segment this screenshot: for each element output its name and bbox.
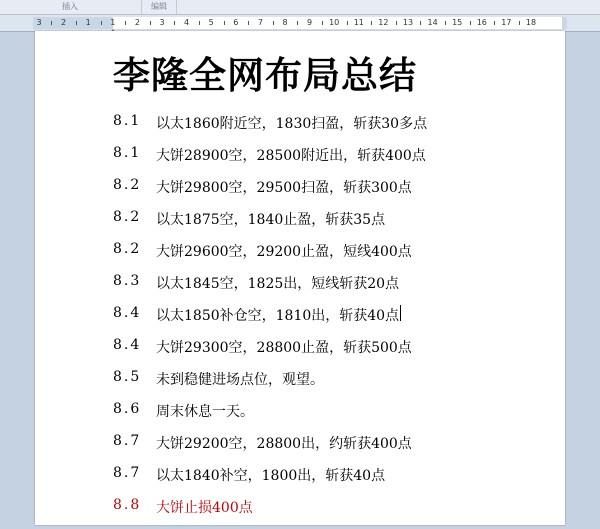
- entry-date: 8.4: [113, 305, 142, 321]
- document-page[interactable]: [35, 31, 565, 525]
- ruler-tick: [174, 21, 175, 25]
- entry-date: 8.2: [113, 241, 142, 257]
- ruler-tick: [125, 21, 126, 25]
- ruler-tick: [76, 21, 77, 25]
- entry-text: 周末休息一天。: [156, 404, 254, 420]
- ruler-number: 4: [184, 18, 190, 27]
- list-item: [113, 401, 427, 433]
- entry-date: 8.1: [113, 145, 142, 161]
- list-item: [113, 209, 427, 241]
- ruler-number: 2: [61, 18, 67, 27]
- ruler-number: 3: [36, 18, 42, 27]
- ruler-tick: [322, 21, 323, 25]
- document-title: 李隆全网布局总结: [113, 53, 417, 97]
- ruler-tick: [371, 21, 372, 25]
- entry-date: 8.7: [113, 465, 142, 481]
- ruler-number: 5: [208, 18, 214, 27]
- ruler-number: 1: [110, 18, 116, 27]
- ruler-number: 2: [134, 18, 140, 27]
- ribbon-group-labels: [0, 0, 600, 15]
- entry-date: 8.2: [113, 209, 142, 225]
- ruler-number: 9: [307, 18, 313, 27]
- list-item: [113, 113, 427, 145]
- entry-text: 大饼29300空，28800止盈，斩获500点: [156, 340, 412, 356]
- ruler-tick: [494, 21, 495, 25]
- ruler-number: 13: [402, 18, 414, 27]
- ribbon-group-edit[interactable]: 编辑: [141, 0, 177, 14]
- entry-date: 8.5: [113, 369, 142, 385]
- ruler-number: 17: [501, 18, 512, 27]
- entry-date: 8.6: [113, 401, 142, 417]
- ruler-right-margin[interactable]: [562, 17, 567, 29]
- ruler-number: 8: [282, 18, 288, 27]
- entry-text: 大饼28900空，28500附近出，斩获400点: [156, 148, 426, 164]
- horizontal-ruler[interactable]: [0, 15, 600, 32]
- ruler-tick: [420, 21, 421, 25]
- ruler-tick: [51, 21, 52, 25]
- ruler-tick: [347, 21, 348, 25]
- ruler-tick: [519, 21, 520, 25]
- entry-date: 8.3: [113, 273, 142, 289]
- list-item: [113, 465, 427, 497]
- entry-date: 8.7: [113, 433, 142, 449]
- ruler-number: 3: [159, 18, 165, 27]
- ruler-tick: [396, 21, 397, 25]
- list-item: [113, 433, 427, 465]
- ruler-tick: [101, 21, 102, 25]
- list-item-loss: [113, 497, 427, 529]
- entry-date: 8.8: [113, 497, 142, 513]
- entry-text: 大饼止损400点: [156, 500, 253, 516]
- list-item: [113, 337, 427, 369]
- ruler-number: 14: [427, 18, 438, 27]
- ruler-tick: [150, 21, 151, 25]
- list-item: [113, 241, 427, 273]
- entry-date: 8.1: [113, 113, 142, 129]
- list-item: [113, 273, 427, 305]
- ruler-number: 12: [378, 18, 389, 27]
- entry-text: 以太1845空，1825出，短线斩获20点: [156, 276, 400, 292]
- entry-list: [113, 113, 427, 529]
- entry-text: 大饼29200空，28800出，约斩获400点: [156, 436, 412, 452]
- entry-text: 以太1840补空，1800出，斩获40点: [156, 468, 386, 484]
- ruler-tick: [248, 21, 249, 25]
- entry-date: 8.2: [113, 177, 142, 193]
- ruler-tick: [445, 21, 446, 25]
- entry-text: 以太1860附近空，1830扫盈，斩获30多点: [156, 116, 428, 132]
- ruler-number: 6: [233, 18, 239, 27]
- ribbon-group-insert[interactable]: 插入: [62, 2, 78, 11]
- list-item: [113, 305, 427, 337]
- ruler-tick: [273, 21, 274, 25]
- entry-text: 大饼29600空，29200止盈，短线400点: [156, 244, 412, 260]
- ruler-tick: [297, 21, 298, 25]
- entry-text: 大饼29800空，29500扫盈，斩获300点: [156, 180, 412, 196]
- ruler-number: 1: [85, 18, 91, 27]
- list-item: [113, 177, 427, 209]
- text-cursor: [400, 305, 401, 321]
- list-item: [113, 369, 427, 401]
- ruler-number: 15: [452, 18, 463, 27]
- entry-date: 8.4: [113, 337, 142, 353]
- ruler-number: 16: [476, 18, 487, 27]
- ruler-number: 18: [525, 18, 537, 27]
- entry-text: 以太1850补仓空，1810出，斩获40点: [156, 308, 400, 324]
- ruler-number: 10: [329, 18, 340, 27]
- ruler-tick: [470, 21, 471, 25]
- entry-text: 未到稳健进场点位，观望。: [156, 372, 324, 388]
- ruler-tick: [199, 21, 200, 25]
- ruler-tick: [224, 21, 225, 25]
- ruler-number: 11: [353, 18, 364, 27]
- ruler-number: 7: [257, 18, 263, 27]
- list-item: [113, 145, 427, 177]
- entry-text: 以太1875空，1840止盈，斩获35点: [156, 212, 386, 228]
